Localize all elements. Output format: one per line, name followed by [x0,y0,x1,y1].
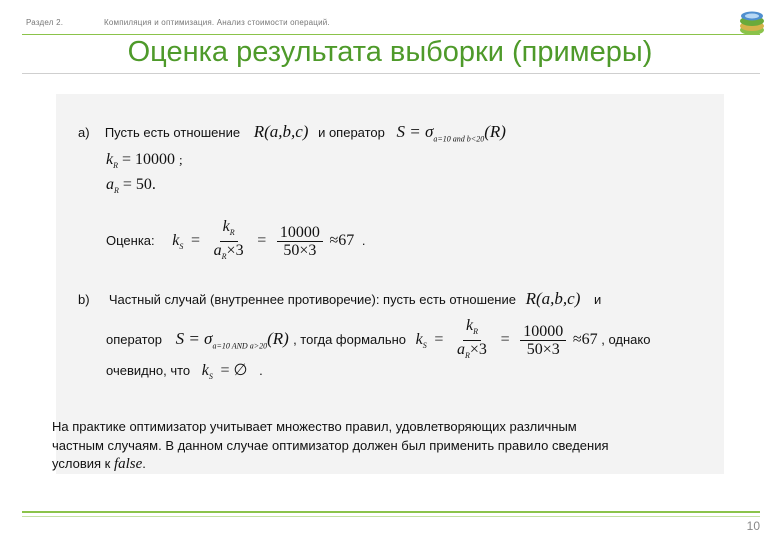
part-b-marker: b) [78,292,90,307]
part-a-relation: R(a,b,c) [253,122,309,141]
part-a-text2: и оператор [318,125,385,140]
note-line3: условия к false. [52,456,146,472]
fraction-numeric: $\frac{10000}{50\times 3}$ [277,224,323,259]
part-b-relation: R(a,b,c) [525,289,581,308]
part-a-ar-line: $a_R = 50$. [106,176,156,196]
part-b-line1: b) Частный случай (внутреннее противоречие): пусть есть отношение R(a,b,c) и [78,289,602,308]
header-rule [22,34,760,35]
part-b-line2: оператор $S = \sigma_{a=10 AND a>20}(R)$ , тогда формально $k_S$ = $\frac{k_R}{a_R\times 3}$ = $\frac{10000}{50\times 3}$ ≈67 , однако [106,317,651,361]
false-keyword: false [113,456,143,472]
page-title: Оценка результата выборки (примеры) [127,36,653,68]
part-b-text1: Частный случай (внутреннее противоречие): пусть есть отношение [108,292,516,307]
page-number: 10 [746,519,760,533]
part-a-kr-line: $k_R = 10000$ ; [106,151,183,171]
part-a-marker: а) [78,125,90,140]
part-a-estimate: Оценка: $k_S$ = $\frac{k_R}{a_R\times 3}$ = $\frac{10000}{50\times 3}$ ≈67 . [106,218,366,265]
part-b-line3: очевидно, что $k_S$ = ∅ . [106,362,263,382]
note-line1: На практике оптимизатор учитывает множество правил, удовлетворяющих различным [52,419,577,434]
fraction-kr-ar: $\frac{k_R}{a_R\times 3}$ [213,218,244,262]
title-rule [22,73,760,74]
part-a-operator: $S = \sigma_{a=10 and b<20}(R)$ [396,122,506,144]
topic-label: Компиляция и оптимизация. Анализ стоимости операций. [104,18,330,27]
note-line2: частным случаям. В данном случае оптимизатор должен был применить правило сведения [52,438,609,453]
part-a-text1: Пусть есть отношение [104,125,241,140]
footer-rule-thin [22,516,760,517]
estimate-label: Оценка: [106,233,155,249]
part-a-line1 [78,122,506,143]
section-label: Раздел 2. [26,18,64,27]
footer-rule [22,511,760,513]
